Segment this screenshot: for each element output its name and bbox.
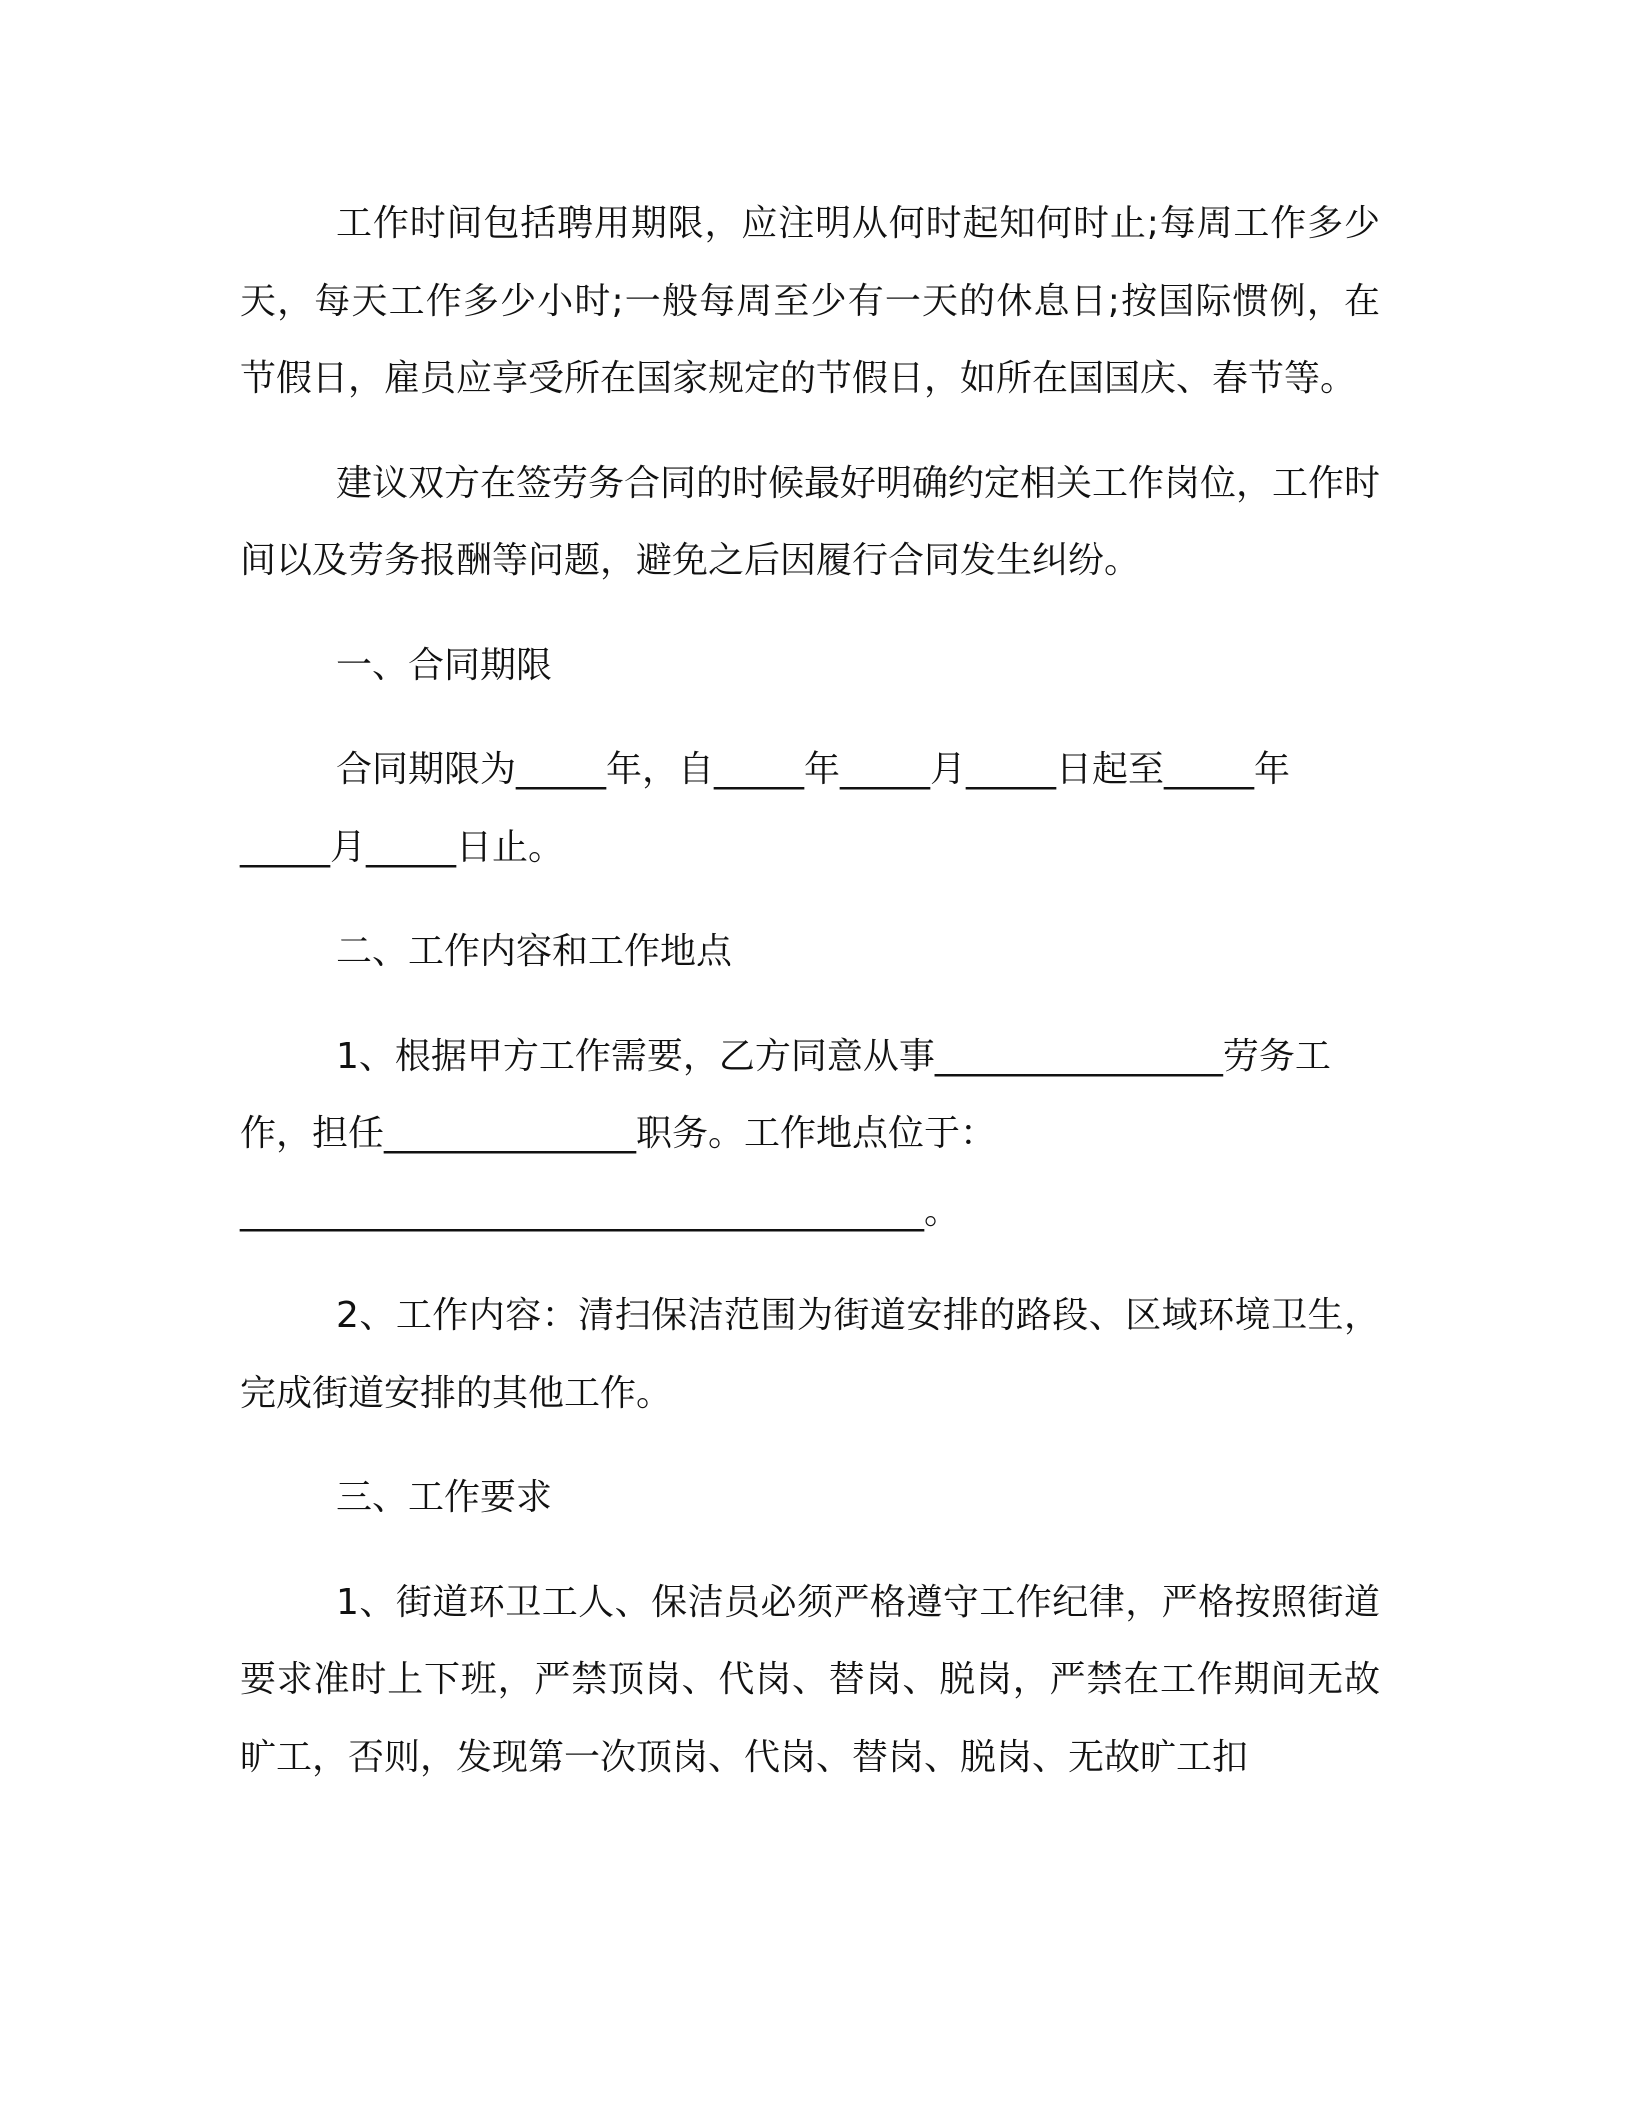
- paragraph-gap: [240, 991, 1380, 1018]
- section-heading-work-content: 二、工作内容和工作地点: [336, 931, 733, 972]
- paragraph-gap: [240, 886, 1380, 913]
- section-heading-work-requirements: 三、工作要求: [336, 1477, 553, 1518]
- paragraph-work-time: 工作时间包括聘用期限，应注明从何时起知何时止;每周工作多少天，每天工作多少小时;一般每周至少有一天的休息日;按国际惯例，在节假日，雇员应享受所在国家规定的节假日，如所在国国庆、春节等。: [240, 203, 1380, 399]
- requirement-1: 1、街道环卫工人、保洁员必须严格遵守工作纪律，严格按照街道要求准时上下班，严禁顶岗、代岗、替岗、脱岗，严禁在工作期间无故旷工，否则，发现第一次顶岗、代岗、替岗、脱岗、无故旷工扣: [240, 1581, 1380, 1778]
- paragraph-gap: [240, 418, 1380, 445]
- paragraph-gap: [240, 1250, 1380, 1277]
- paragraph-gap: [240, 600, 1380, 627]
- paragraph-gap: [240, 1537, 1380, 1564]
- contract-term-line-2: _____月_____日止。: [240, 826, 565, 868]
- contract-term-line-1: 合同期限为_____年，自_____年_____月_____日起至_____年: [336, 749, 1291, 790]
- paragraph-gap: [240, 1432, 1380, 1459]
- document-body: [240, 185, 1380, 1796]
- paragraph-gap: [240, 704, 1380, 731]
- section-heading-contract-term: 一、合同期限: [336, 644, 553, 686]
- work-item-2: 2、工作内容：清扫保洁范围为街道安排的路段、区域环境卫生，完成街道安排的其他工作。: [240, 1295, 1380, 1414]
- paragraph-advice: 建议双方在签劳务合同的时候最好明确约定相关工作岗位，工作时间以及劳务报酬等问题，避免之后因履行合同发生纠纷。: [240, 462, 1381, 581]
- work-item-1-line-1: 1、根据甲方工作需要，乙方同意从事________________劳务工: [336, 1035, 1331, 1077]
- work-item-1-line-2: 作，担任______________职务。工作地点位于：: [240, 1113, 997, 1154]
- work-item-1-line-3: ______________________________________。: [240, 1190, 960, 1232]
